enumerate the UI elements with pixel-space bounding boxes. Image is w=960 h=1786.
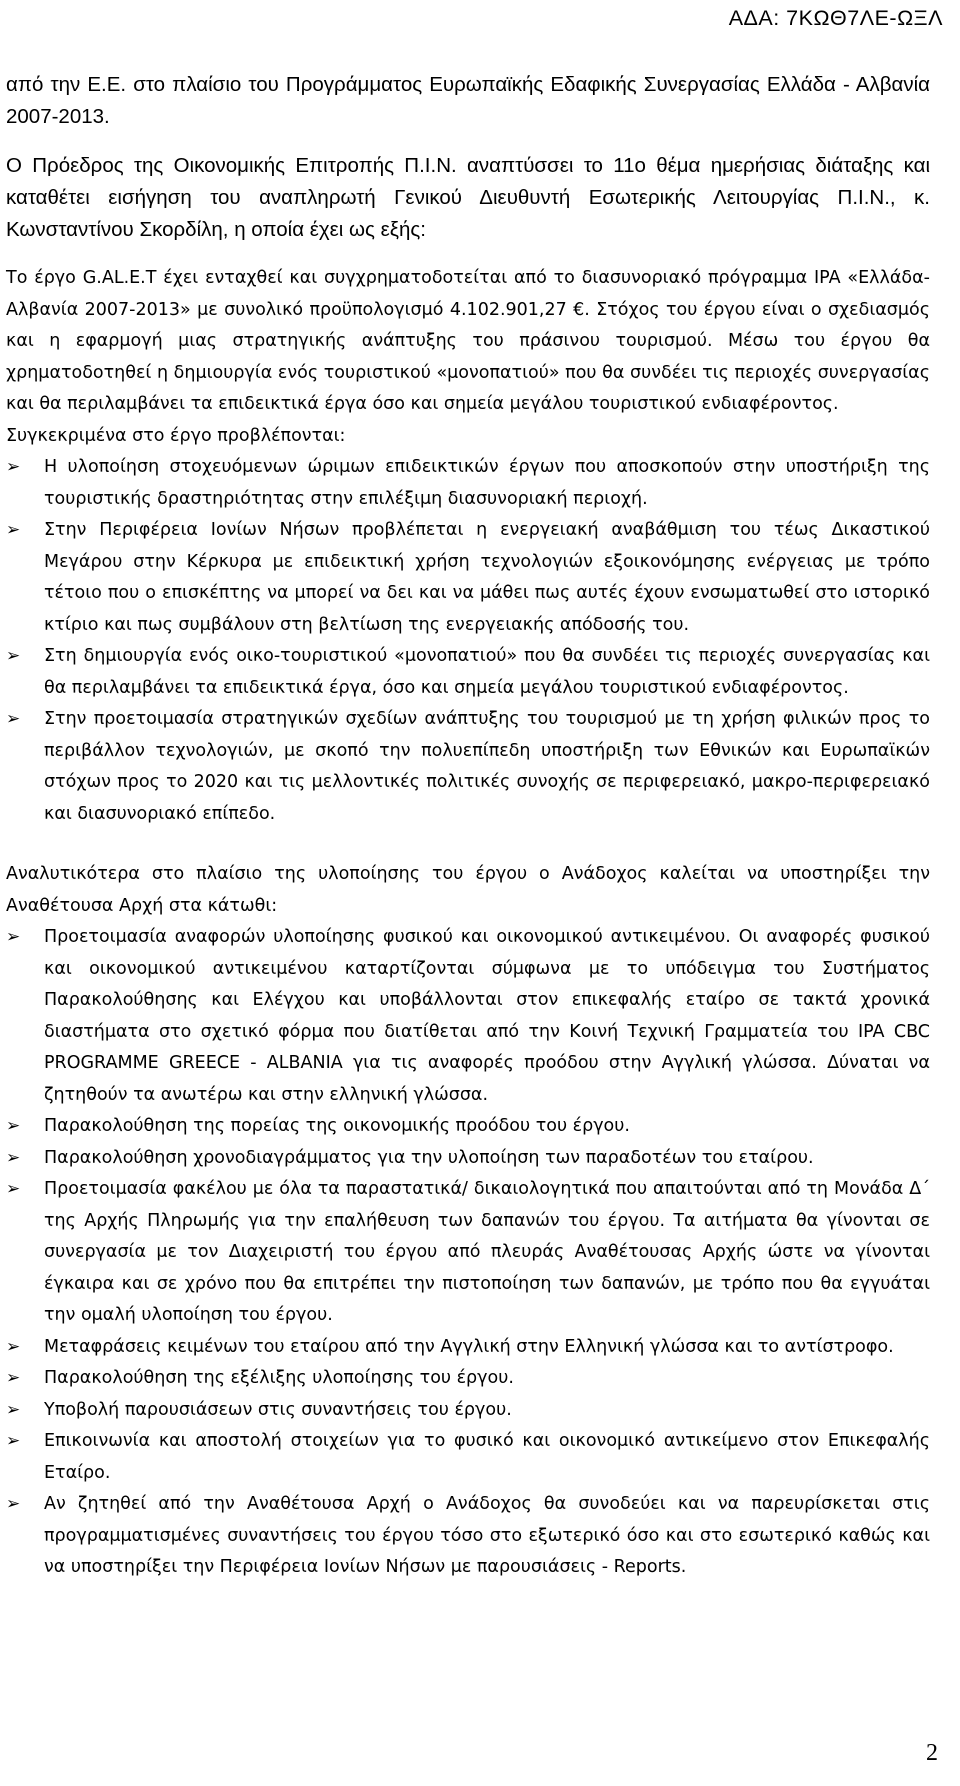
arrow-bullet-icon: ➢ [6, 1399, 21, 1420]
list-item-text: Στην Περιφέρεια Ιονίων Νήσων προβλέπεται η ενεργειακή αναβάθμιση του τέως Δικαστικού Μεγάρου στην Κέρκυρα με επιδεικτική χρήση τεχνολογιών εξοικονόμησης ενέργειας με τρόπο τέτοιο που ο επισκέπτης να μπορεί να δει και να μάθει πως αυτές έχουν ενσωματωθεί στο ιστορικό κτίριο και πως συμβάλουν στη βελτίωση της ενεργειακής απόδοσής του. [44, 520, 930, 635]
proposal-section [6, 263, 930, 1584]
contractor-items-list [6, 922, 930, 1584]
list-item [6, 704, 930, 830]
contractor-heading: Αναλυτικότερα στο πλαίσιο της υλοποίησης του έργου ο Ανάδοχος καλείται να υποστηρίξει την Αναθέτουσα Αρχή στα κάτωθι: [6, 864, 930, 916]
list-item-text: Παρακολούθηση της εξέλιξης υλοποίησης του έργου. [44, 1368, 514, 1388]
list-item-text: Προετοιμασία φακέλου με όλα τα παραστατικά/ δικαιολογητικά που απαιτούνται από τη Μονάδα Δ΄ της Αρχής Πληρωμής για την επαλήθευση των δαπανών του έργου. Τα αιτήματα θα γίνονται σε συνεργασία με τον Διαχειριστή του έργου από πλευράς Αναθέτουσας Αρχής ώστε να γίνονται έγκαιρα και σε χρόνο που θα επιτρέπει την πιστοποίηση των δαπανών, με τρόπο που θα εγγυάται την ομαλή υλοποίηση του έργου. [44, 1179, 930, 1325]
list-item [6, 1489, 930, 1584]
arrow-bullet-icon: ➢ [6, 646, 21, 666]
list-item-text: Προετοιμασία αναφορών υλοποίησης φυσικού και οικονομικού αντικειμένου. Οι αναφορές φυσικού και οικονομικού αντικειμένου καταρτίζονται σύμφωνα με το υπόδειγμα του Συστήματος Παρακολούθησης και Ελέγχου και υποβάλλονται στον επικεφαλής εταίρο σε τακτά χρονικά διαστήματα στο σχετικό φόρμα που διατίθεται από την Κοινή Τεχνική Γραμματεία του IPA CBC PROGRAMME GREECE - ALBANIA για τις αναφορές προόδου στην Αγγλική γλώσσα. Δύναται να ζητηθούν τα ανωτέρω και στην ελληνική γλώσσα. [44, 927, 930, 1105]
list-item-text: Αν ζητηθεί από την Αναθέτουσα Αρχή ο Ανάδοχος θα συνοδεύει και να παρευρίσκεται στις προγραμματισμένες συναντήσεις του έργου τόσο στο εξωτερικό όσο και στο εσωτερικό καθώς και να υποστηρίξει την Περιφέρεια Ιονίων Νήσων με παρουσιάσεις - Reports. [44, 1494, 930, 1577]
list-item [6, 452, 930, 515]
arrow-bullet-icon: ➢ [6, 927, 21, 947]
arrow-bullet-icon: ➢ [6, 457, 21, 477]
arrow-bullet-icon: ➢ [6, 1179, 21, 1199]
specifically-heading: Συγκεκριμένα στο έργο προβλέπονται: [6, 425, 346, 446]
arrow-bullet-icon: ➢ [6, 1494, 21, 1514]
list-item [6, 1143, 930, 1175]
list-item [6, 1174, 930, 1332]
page-number: 2 [926, 1740, 938, 1766]
arrow-bullet-icon: ➢ [6, 1431, 21, 1451]
list-item-text: Επικοινωνία και αποστολή στοιχείων για το φυσικό και οικονομικό αντικείμενο στον Επικεφαλής Εταίρο. [44, 1431, 930, 1483]
list-item-text: Η υλοποίηση στοχευόμενων ώριμων επιδεικτικών έργων που αποσκοπούν στην υποστήριξη της τουριστικής δραστηριότητας στην επιλέξιμη διασυνοριακή περιοχή. [44, 457, 930, 509]
list-item [6, 1363, 930, 1395]
list-item-text: Μεταφράσεις κειμένων του εταίρου από την Αγγλική στην Ελληνική γλώσσα και το αντίστροφο. [44, 1336, 894, 1357]
list-item [6, 641, 930, 704]
list-item [6, 922, 930, 1111]
list-item-text: Στη δημιουργία ενός οικο-τουριστικού «μονοπατιού» που θα συνδέει τις περιοχές συνεργασίας και θα περιλαμβάνει τα επιδεικτικά έργα, όσο και σημεία μεγάλου τουριστικού ενδιαφέροντος. [44, 646, 930, 698]
list-item [6, 1426, 930, 1489]
intro-paragraph-1: από την Ε.Ε. στο πλαίσιο του Προγράμματος Ευρωπαϊκής Εδαφικής Συνεργασίας Ελλάδα - Αλβανία 2007-2013. [6, 73, 930, 128]
arrow-bullet-icon: ➢ [6, 520, 21, 540]
arrow-bullet-icon: ➢ [6, 1147, 21, 1168]
arrow-bullet-icon: ➢ [6, 1116, 21, 1136]
list-item [6, 1332, 930, 1364]
arrow-bullet-icon: ➢ [6, 1336, 21, 1357]
list-item [6, 1395, 930, 1427]
list-item-text: Παρακολούθηση της πορείας της οικονομικής προόδου του έργου. [44, 1116, 630, 1136]
project-paragraph: Το έργο G.AL.E.T έχει ενταχθεί και συγχρηματοδοτείται από το διασυνοριακό πρόγραμμα IPA «Ελλάδα-Αλβανία 2007-2013» με συνολικό προϋπολογισμό 4.102.901,27 €. Στόχος του έργου είναι ο σχεδιασμός και η εφαρμογή μιας στρατηγικής ανάπτυξης του πράσινου τουρισμού. Μέσω του έργου θα χρηματοδοτηθεί η δημιουργία ενός τουριστικού «μονοπατιού» που θα συνδέει τις περιοχές συνεργασίας και θα περιλαμβάνει τα επιδεικτικά έργα όσο και σημεία μεγάλου τουριστικού ενδιαφέροντος. [6, 268, 930, 414]
arrow-bullet-icon: ➢ [6, 1368, 21, 1388]
list-item-text: Υποβολή παρουσιάσεων στις συναντήσεις του έργου. [44, 1399, 512, 1420]
list-item-text: Παρακολούθηση χρονοδιαγράμματος για την υλοποίηση των παραδοτέων του εταίρου. [44, 1147, 814, 1168]
list-item [6, 1111, 930, 1143]
ada-code: ΑΔΑ: 7ΚΩΘ7ΛΕ-ΩΞΛ [728, 6, 943, 30]
intro-paragraph-2: Ο Πρόεδρος της Οικονομικής Επιτροπής Π.Ι.Ν. αναπτύσσει το 11ο θέμα ημερήσιας διάταξης και καταθέτει εισήγηση του αναπληρωτή Γενικού Διευθυντή Εσωτερικής Λειτουργίας Π.Ι.Ν., κ. Κωνσταντίνου Σκορδίλη, η οποία έχει ως εξής: [6, 154, 930, 241]
document-body [6, 69, 930, 1584]
planned-items-list [6, 452, 930, 830]
list-item-text: Στην προετοιμασία στρατηγικών σχεδίων ανάπτυξης του τουρισμού με τη χρήση φιλικών προς το περιβάλλον τεχνολογιών, με σκοπό την πολυεπίπεδη υποστήριξη των Εθνικών και Ευρωπαϊκών στόχων προς το 2020 και τις μελλοντικές πολιτικές συνοχής σε περιφερειακό, μακρο-περιφερειακό και διασυνοριακό επίπεδο. [44, 709, 930, 824]
list-item [6, 515, 930, 641]
arrow-bullet-icon: ➢ [6, 709, 21, 729]
